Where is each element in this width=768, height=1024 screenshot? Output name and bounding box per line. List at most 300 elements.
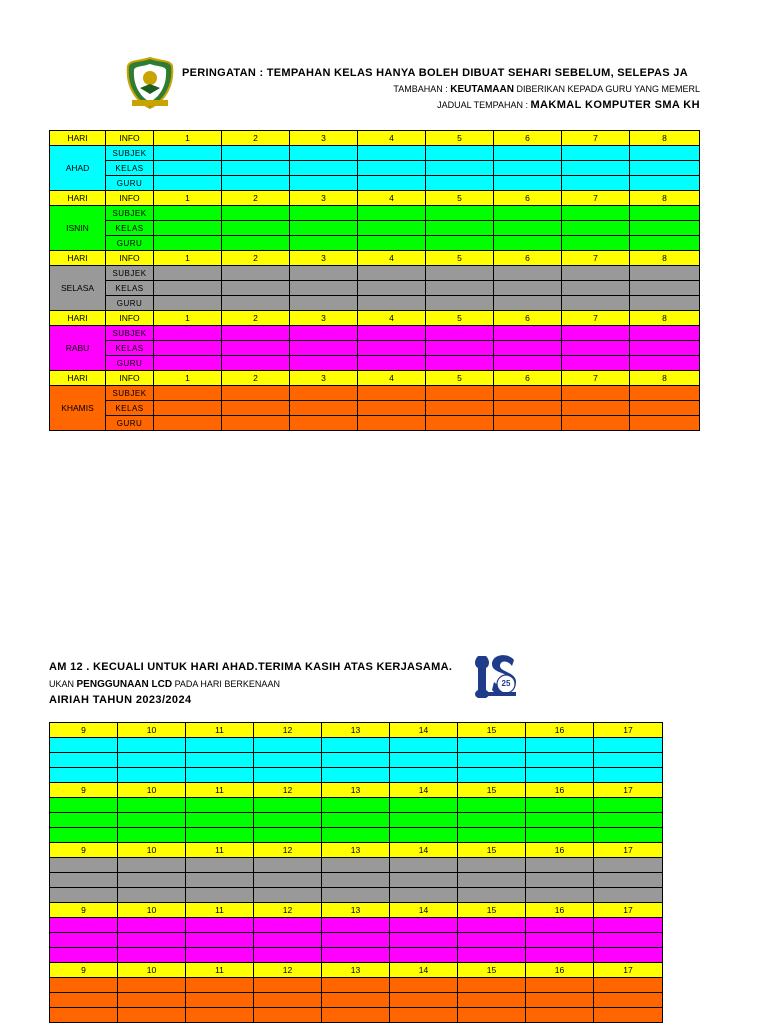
booking-cell[interactable]: [254, 738, 322, 753]
booking-cell[interactable]: [494, 296, 562, 311]
booking-cell[interactable]: [186, 738, 254, 753]
period-header: 5: [426, 131, 494, 146]
booking-cell[interactable]: [494, 326, 562, 341]
booking-cell[interactable]: [222, 356, 290, 371]
booking-cell[interactable]: [154, 341, 222, 356]
booking-cell[interactable]: [186, 828, 254, 843]
booking-cell[interactable]: [562, 356, 630, 371]
booking-cell[interactable]: [290, 401, 358, 416]
booking-cell[interactable]: [50, 873, 118, 888]
booking-cell[interactable]: [186, 873, 254, 888]
booking-cell[interactable]: [426, 236, 494, 251]
booking-cell[interactable]: [526, 798, 594, 813]
booking-cell[interactable]: [50, 768, 118, 783]
booking-cell[interactable]: [322, 918, 390, 933]
booking-cell[interactable]: [222, 236, 290, 251]
booking-cell[interactable]: [358, 221, 426, 236]
booking-cell[interactable]: [458, 738, 526, 753]
booking-cell[interactable]: [222, 416, 290, 431]
period-header: 2: [222, 311, 290, 326]
period-header: 13: [322, 963, 390, 978]
period-header: 14: [390, 783, 458, 798]
booking-cell[interactable]: [594, 978, 663, 993]
booking-cell[interactable]: [358, 161, 426, 176]
booking-cell[interactable]: [630, 176, 700, 191]
booking-cell[interactable]: [630, 296, 700, 311]
booking-cell[interactable]: [390, 873, 458, 888]
booking-cell[interactable]: [154, 266, 222, 281]
period-header: 3: [290, 191, 358, 206]
booking-cell[interactable]: [562, 236, 630, 251]
booking-cell[interactable]: [426, 296, 494, 311]
booking-cell[interactable]: [254, 993, 322, 1008]
day-row: [50, 813, 663, 828]
booking-cell[interactable]: [426, 356, 494, 371]
booking-cell[interactable]: [290, 146, 358, 161]
booking-cell[interactable]: [458, 873, 526, 888]
booking-cell[interactable]: [526, 993, 594, 1008]
booking-cell[interactable]: [526, 888, 594, 903]
booking-cell[interactable]: [118, 738, 186, 753]
booking-cell[interactable]: [494, 386, 562, 401]
booking-cell[interactable]: [222, 281, 290, 296]
day-row: [50, 266, 700, 281]
booking-cell[interactable]: [50, 858, 118, 873]
booking-cell[interactable]: [290, 281, 358, 296]
period-header: 6: [494, 311, 562, 326]
period-header: 9: [50, 903, 118, 918]
booking-cell[interactable]: [526, 858, 594, 873]
booking-cell[interactable]: [222, 401, 290, 416]
booking-cell[interactable]: [50, 993, 118, 1008]
booking-cell[interactable]: [254, 768, 322, 783]
booking-cell[interactable]: [118, 858, 186, 873]
booking-cell[interactable]: [154, 386, 222, 401]
booking-cell[interactable]: [494, 161, 562, 176]
booking-cell[interactable]: [254, 828, 322, 843]
booking-cell[interactable]: [154, 326, 222, 341]
booking-cell[interactable]: [290, 416, 358, 431]
booking-cell[interactable]: [458, 798, 526, 813]
period-header: 16: [526, 963, 594, 978]
booking-cell[interactable]: [494, 416, 562, 431]
booking-cell[interactable]: [222, 146, 290, 161]
booking-cell[interactable]: [186, 933, 254, 948]
booking-cell[interactable]: [186, 858, 254, 873]
booking-cell[interactable]: [390, 813, 458, 828]
booking-cell[interactable]: [254, 813, 322, 828]
booking-cell[interactable]: [254, 918, 322, 933]
booking-cell[interactable]: [390, 888, 458, 903]
booking-cell[interactable]: [390, 948, 458, 963]
booking-cell[interactable]: [50, 828, 118, 843]
period-header: 7: [562, 371, 630, 386]
booking-cell[interactable]: [322, 993, 390, 1008]
booking-cell[interactable]: [358, 401, 426, 416]
booking-cell[interactable]: [390, 993, 458, 1008]
booking-cell[interactable]: [254, 753, 322, 768]
booking-cell[interactable]: [594, 888, 663, 903]
booking-cell[interactable]: [426, 221, 494, 236]
booking-cell[interactable]: [494, 266, 562, 281]
booking-cell[interactable]: [458, 813, 526, 828]
booking-cell[interactable]: [50, 738, 118, 753]
booking-table-left: [49, 130, 700, 431]
booking-cell[interactable]: [390, 933, 458, 948]
booking-cell[interactable]: [358, 266, 426, 281]
booking-cell[interactable]: [358, 386, 426, 401]
booking-cell[interactable]: [358, 356, 426, 371]
booking-cell[interactable]: [222, 176, 290, 191]
booking-cell[interactable]: [322, 858, 390, 873]
booking-cell[interactable]: [390, 858, 458, 873]
booking-cell[interactable]: [594, 1008, 663, 1023]
booking-cell[interactable]: [494, 401, 562, 416]
booking-cell[interactable]: [562, 281, 630, 296]
booking-cell[interactable]: [118, 1008, 186, 1023]
booking-cell[interactable]: [562, 176, 630, 191]
booking-cell[interactable]: [630, 356, 700, 371]
booking-cell[interactable]: [290, 161, 358, 176]
booking-cell[interactable]: [322, 768, 390, 783]
booking-cell[interactable]: [494, 341, 562, 356]
booking-cell[interactable]: [118, 918, 186, 933]
header-row: [50, 723, 663, 738]
booking-cell[interactable]: [494, 221, 562, 236]
booking-cell[interactable]: [290, 326, 358, 341]
booking-cell[interactable]: [118, 888, 186, 903]
booking-cell[interactable]: [390, 738, 458, 753]
booking-cell[interactable]: [50, 933, 118, 948]
period-header: 9: [50, 843, 118, 858]
booking-cell[interactable]: [390, 753, 458, 768]
booking-cell[interactable]: [358, 146, 426, 161]
booking-cell[interactable]: [50, 918, 118, 933]
header-row: [50, 131, 700, 146]
booking-cell[interactable]: [322, 828, 390, 843]
period-header: 5: [426, 251, 494, 266]
period-header: 11: [186, 723, 254, 738]
booking-cell[interactable]: [458, 933, 526, 948]
booking-cell[interactable]: [562, 221, 630, 236]
booking-cell[interactable]: [426, 266, 494, 281]
booking-cell[interactable]: [358, 281, 426, 296]
booking-cell[interactable]: [222, 221, 290, 236]
booking-cell[interactable]: [50, 813, 118, 828]
booking-cell[interactable]: [118, 873, 186, 888]
booking-cell[interactable]: [290, 386, 358, 401]
hari-header: HARI: [50, 191, 106, 206]
booking-cell[interactable]: [118, 813, 186, 828]
booking-cell[interactable]: [290, 176, 358, 191]
booking-cell[interactable]: [630, 266, 700, 281]
booking-cell[interactable]: [426, 161, 494, 176]
booking-cell[interactable]: [322, 933, 390, 948]
booking-cell[interactable]: [390, 828, 458, 843]
booking-cell[interactable]: [390, 918, 458, 933]
booking-cell[interactable]: [458, 828, 526, 843]
booking-cell[interactable]: [118, 828, 186, 843]
booking-cell[interactable]: [186, 813, 254, 828]
period-header: 8: [630, 191, 700, 206]
booking-cell[interactable]: [494, 146, 562, 161]
booking-cell[interactable]: [154, 236, 222, 251]
booking-cell[interactable]: [290, 266, 358, 281]
booking-cell[interactable]: [526, 753, 594, 768]
booking-cell[interactable]: [154, 416, 222, 431]
booking-cell[interactable]: [358, 206, 426, 221]
booking-cell[interactable]: [222, 161, 290, 176]
booking-cell[interactable]: [154, 206, 222, 221]
booking-cell[interactable]: [562, 326, 630, 341]
booking-cell[interactable]: [118, 753, 186, 768]
booking-cell[interactable]: [50, 888, 118, 903]
booking-cell[interactable]: [562, 386, 630, 401]
booking-cell[interactable]: [186, 1008, 254, 1023]
booking-cell[interactable]: [154, 161, 222, 176]
period-header: 1: [154, 311, 222, 326]
booking-cell[interactable]: [254, 858, 322, 873]
booking-cell[interactable]: [154, 176, 222, 191]
booking-cell[interactable]: [630, 161, 700, 176]
booking-cell[interactable]: [290, 356, 358, 371]
booking-cell[interactable]: [154, 281, 222, 296]
booking-cell[interactable]: [186, 978, 254, 993]
booking-cell[interactable]: [562, 401, 630, 416]
booking-cell[interactable]: [426, 281, 494, 296]
booking-cell[interactable]: [630, 386, 700, 401]
booking-cell[interactable]: [562, 341, 630, 356]
additional-note: [200, 84, 700, 95]
booking-cell[interactable]: [594, 813, 663, 828]
booking-cell[interactable]: [458, 888, 526, 903]
booking-cell[interactable]: [186, 798, 254, 813]
info-header: INFO: [106, 131, 154, 146]
info-header: INFO: [106, 191, 154, 206]
booking-cell[interactable]: [358, 326, 426, 341]
row-label: GURU: [106, 416, 154, 431]
booking-cell[interactable]: [594, 933, 663, 948]
booking-cell[interactable]: [186, 993, 254, 1008]
booking-cell[interactable]: [322, 1008, 390, 1023]
period-header: 2: [222, 371, 290, 386]
period-header: 10: [118, 903, 186, 918]
booking-cell[interactable]: [630, 146, 700, 161]
booking-cell[interactable]: [458, 918, 526, 933]
booking-cell[interactable]: [526, 948, 594, 963]
period-header: 13: [322, 783, 390, 798]
booking-cell[interactable]: [50, 798, 118, 813]
booking-cell[interactable]: [458, 978, 526, 993]
booking-cell[interactable]: [458, 948, 526, 963]
booking-cell[interactable]: [222, 296, 290, 311]
booking-cell[interactable]: [494, 281, 562, 296]
booking-cell[interactable]: [594, 918, 663, 933]
cont-additional-prefix: UKAN: [49, 679, 77, 689]
booking-cell[interactable]: [426, 416, 494, 431]
period-header: 13: [322, 723, 390, 738]
booking-cell[interactable]: [594, 768, 663, 783]
booking-cell[interactable]: [322, 888, 390, 903]
booking-cell[interactable]: [390, 768, 458, 783]
booking-cell[interactable]: [630, 401, 700, 416]
booking-cell[interactable]: [322, 948, 390, 963]
booking-cell[interactable]: [526, 1008, 594, 1023]
booking-cell[interactable]: [526, 918, 594, 933]
booking-cell[interactable]: [154, 296, 222, 311]
booking-cell[interactable]: [458, 1008, 526, 1023]
booking-cell[interactable]: [594, 798, 663, 813]
booking-cell[interactable]: [50, 978, 118, 993]
booking-cell[interactable]: [494, 176, 562, 191]
booking-cell[interactable]: [630, 416, 700, 431]
booking-cell[interactable]: [118, 978, 186, 993]
booking-cell[interactable]: [290, 236, 358, 251]
booking-cell[interactable]: [154, 401, 222, 416]
booking-cell[interactable]: [222, 341, 290, 356]
booking-cell[interactable]: [254, 873, 322, 888]
booking-cell[interactable]: [526, 813, 594, 828]
booking-cell[interactable]: [426, 401, 494, 416]
booking-cell[interactable]: [50, 753, 118, 768]
booking-cell[interactable]: [186, 918, 254, 933]
schedule-prefix: JADUAL TEMPAHAN :: [437, 100, 531, 110]
booking-cell[interactable]: [426, 206, 494, 221]
period-header: 4: [358, 191, 426, 206]
booking-cell[interactable]: [358, 236, 426, 251]
period-header: 7: [562, 131, 630, 146]
booking-cell[interactable]: [222, 206, 290, 221]
booking-cell[interactable]: [526, 933, 594, 948]
booking-cell[interactable]: [358, 341, 426, 356]
booking-cell[interactable]: [494, 236, 562, 251]
booking-cell[interactable]: [390, 1008, 458, 1023]
booking-cell[interactable]: [562, 266, 630, 281]
booking-cell[interactable]: [222, 386, 290, 401]
booking-cell[interactable]: [322, 798, 390, 813]
cont-additional-rest: PADA HARI BERKENAAN: [172, 679, 280, 689]
booking-cell[interactable]: [494, 206, 562, 221]
booking-cell[interactable]: [154, 146, 222, 161]
booking-cell[interactable]: [322, 978, 390, 993]
booking-cell[interactable]: [594, 858, 663, 873]
period-header: 16: [526, 903, 594, 918]
booking-cell[interactable]: [526, 738, 594, 753]
booking-cell[interactable]: [322, 813, 390, 828]
day-row: [50, 416, 700, 431]
booking-cell[interactable]: [154, 221, 222, 236]
booking-cell[interactable]: [630, 236, 700, 251]
booking-cell[interactable]: [118, 768, 186, 783]
booking-cell[interactable]: [630, 206, 700, 221]
booking-cell[interactable]: [630, 281, 700, 296]
booking-cell[interactable]: [562, 146, 630, 161]
booking-cell[interactable]: [594, 948, 663, 963]
booking-cell[interactable]: [186, 768, 254, 783]
booking-cell[interactable]: [426, 386, 494, 401]
booking-cell[interactable]: [594, 738, 663, 753]
booking-cell[interactable]: [290, 206, 358, 221]
booking-cell[interactable]: [494, 356, 562, 371]
booking-cell[interactable]: [254, 888, 322, 903]
booking-cell[interactable]: [118, 948, 186, 963]
booking-cell[interactable]: [390, 978, 458, 993]
booking-cell[interactable]: [426, 176, 494, 191]
hari-header: HARI: [50, 371, 106, 386]
row-label: KELAS: [106, 401, 154, 416]
booking-cell[interactable]: [426, 146, 494, 161]
booking-cell[interactable]: [594, 828, 663, 843]
booking-cell[interactable]: [222, 266, 290, 281]
booking-cell[interactable]: [118, 993, 186, 1008]
booking-cell[interactable]: [186, 888, 254, 903]
booking-cell[interactable]: [254, 978, 322, 993]
booking-cell[interactable]: [630, 341, 700, 356]
booking-cell[interactable]: [562, 161, 630, 176]
booking-cell[interactable]: [154, 356, 222, 371]
booking-cell[interactable]: [254, 933, 322, 948]
day-row: [50, 948, 663, 963]
schedule-title: [200, 99, 700, 111]
period-header: 15: [458, 963, 526, 978]
booking-cell[interactable]: [50, 1008, 118, 1023]
booking-cell[interactable]: [186, 753, 254, 768]
booking-cell[interactable]: [458, 858, 526, 873]
day-name: AHAD: [50, 146, 106, 191]
row-label: GURU: [106, 356, 154, 371]
booking-cell[interactable]: [358, 416, 426, 431]
booking-cell[interactable]: [458, 993, 526, 1008]
booking-cell[interactable]: [322, 738, 390, 753]
booking-cell[interactable]: [562, 296, 630, 311]
booking-cell[interactable]: [458, 768, 526, 783]
period-header: 1: [154, 131, 222, 146]
booking-cell[interactable]: [186, 948, 254, 963]
booking-cell[interactable]: [290, 221, 358, 236]
booking-cell[interactable]: [594, 993, 663, 1008]
booking-cell[interactable]: [630, 326, 700, 341]
booking-cell[interactable]: [290, 341, 358, 356]
booking-cell[interactable]: [358, 296, 426, 311]
booking-cell[interactable]: [322, 873, 390, 888]
booking-cell[interactable]: [562, 206, 630, 221]
booking-cell[interactable]: [322, 753, 390, 768]
booking-cell[interactable]: [458, 753, 526, 768]
booking-cell[interactable]: [562, 416, 630, 431]
booking-cell[interactable]: [290, 296, 358, 311]
day-name: KHAMIS: [50, 386, 106, 431]
booking-cell[interactable]: [426, 326, 494, 341]
booking-cell[interactable]: [254, 1008, 322, 1023]
booking-cell[interactable]: [222, 326, 290, 341]
booking-cell[interactable]: [594, 753, 663, 768]
booking-cell[interactable]: [594, 873, 663, 888]
booking-cell[interactable]: [254, 798, 322, 813]
booking-cell[interactable]: [390, 798, 458, 813]
booking-cell[interactable]: [526, 978, 594, 993]
booking-cell[interactable]: [118, 933, 186, 948]
booking-cell[interactable]: [526, 828, 594, 843]
booking-cell[interactable]: [526, 873, 594, 888]
booking-cell[interactable]: [426, 341, 494, 356]
booking-cell[interactable]: [50, 948, 118, 963]
booking-cell[interactable]: [526, 768, 594, 783]
period-header: 3: [290, 371, 358, 386]
booking-cell[interactable]: [630, 221, 700, 236]
booking-cell[interactable]: [254, 948, 322, 963]
booking-cell[interactable]: [118, 798, 186, 813]
booking-cell[interactable]: [358, 176, 426, 191]
